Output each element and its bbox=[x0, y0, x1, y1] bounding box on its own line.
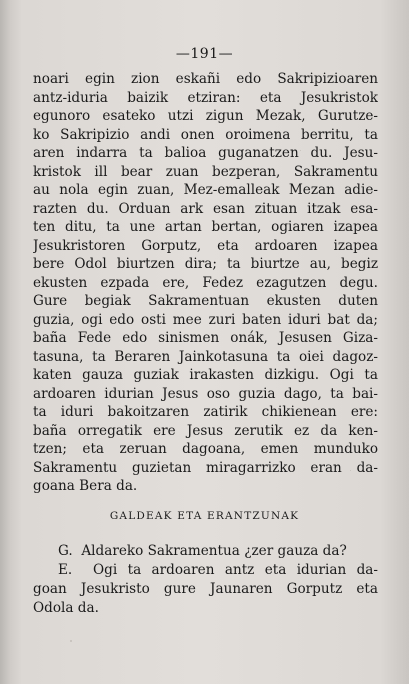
paragraph-line: baña orregatik ere Jesus zerutik ez da ken- bbox=[33, 422, 378, 439]
answer-label: E. bbox=[58, 562, 73, 578]
question-text: Aldareko Sakramentua ¿zer gauza da? bbox=[81, 543, 347, 559]
paragraph-line: Gure begiak Sakramentuan ekusten duten bbox=[33, 293, 378, 309]
paragraph-line: bere Odol biurtzen dira; ta biurtze au, begiz bbox=[33, 256, 378, 272]
paragraph-line: au nola egin zuan, Mez-emalleak Mezan adie- bbox=[33, 182, 378, 198]
paper-speck bbox=[300, 150, 301, 151]
paper-speck bbox=[120, 300, 122, 302]
paragraph-line: ta iduri bakoitzaren zatirik chikienean ere: bbox=[33, 404, 378, 420]
answer-line: Odola da. bbox=[33, 600, 99, 616]
question-answer-block bbox=[33, 542, 378, 618]
paragraph-line: kristok ill bear zuan bezperan, Sakramentu bbox=[33, 163, 378, 180]
paragraph-line: ten ditu, ta une artan bertan, ogiaren izapea bbox=[33, 219, 378, 235]
answer-line: goan Jesukristo gure Jaunaren Gorputz eta bbox=[33, 581, 378, 597]
paragraph-line: katen gauza guziak irakasten dizkigu. Ogi ta bbox=[33, 367, 378, 383]
paragraph-line: baña Fede edo sinismen onák, Jesusen Giza- bbox=[33, 330, 378, 346]
paragraph-line: razten du. Orduan ark esan zituan itzak esa- bbox=[33, 200, 378, 217]
page-number: —191— bbox=[175, 46, 234, 62]
main-paragraph bbox=[33, 70, 378, 496]
answer-text: Ogi ta ardoaren antz eta idurian da- bbox=[93, 562, 378, 578]
answer-line bbox=[33, 561, 378, 580]
paragraph-line: tasuna, ta Beraren Jainkotasuna ta oiei dagoz- bbox=[33, 348, 378, 365]
paper-speck bbox=[70, 640, 72, 642]
paragraph-line: Jesukristoren Gorputz, eta ardoaren izapea bbox=[33, 237, 378, 254]
question-line bbox=[33, 542, 378, 561]
paragraph-line: goana Bera da. bbox=[33, 478, 138, 494]
paragraph-line: aren indarra ta balioa guganatzen du. Jesu- bbox=[33, 145, 378, 161]
paragraph-line: ardoaren idurian Jesus oso guzia dago, ta bai- bbox=[33, 385, 378, 402]
paragraph-line: guzia, ogi edo osti mee zuri baten iduri bat da; bbox=[33, 311, 378, 328]
paragraph-line: noari egin zion eskañi edo Sakripizioaren bbox=[33, 71, 378, 87]
paragraph-line: ekusten ezpada ere, Fedez ezagutzen degu. bbox=[33, 274, 378, 291]
paper-speck bbox=[350, 470, 351, 471]
paragraph-line: ko Sakripizio andi onen oroimena berritu, ta bbox=[33, 126, 378, 143]
paragraph-line: tzen; eta zeruan dagoana, emen munduko bbox=[33, 441, 378, 457]
question-label: G. bbox=[58, 543, 73, 559]
paragraph-line: antz-iduria baizik etziran: eta Jesukristok bbox=[33, 89, 378, 106]
paragraph-line: egunoro esateko utzi zigun Mezak, Gurutze- bbox=[33, 108, 378, 124]
section-heading: GALDEAK ETA ERANTZUNAK bbox=[109, 510, 300, 522]
paragraph-line: Sakramentu guzietan miragarrizko eran da- bbox=[33, 459, 378, 476]
